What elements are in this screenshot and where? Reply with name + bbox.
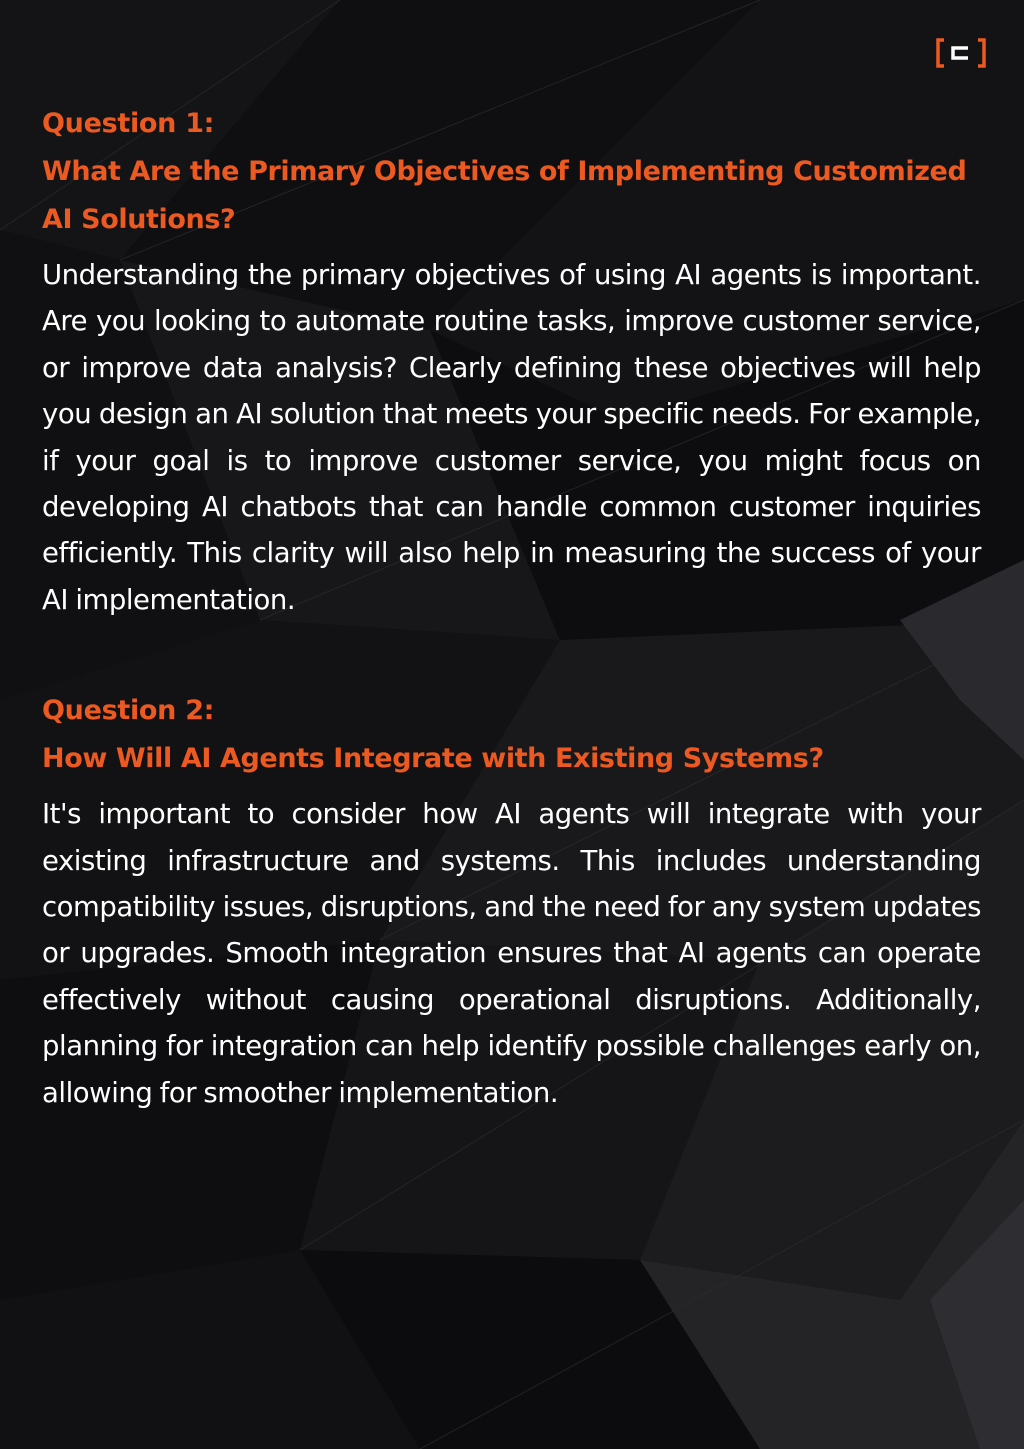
question-2-body: It's important to consider how AI agents will integrate with your existing infrastructure and systems. This includes understanding compatibility issues, disruptions, and the need for any system updates or upgrades. Smooth integration ensures that AI agents can operate effectively without causing operational disruptions. Additionally, planning for integration can help identify possible challenges early on, allowing for smoother implementation. [42, 798, 981, 1109]
brand-logo-icon [936, 38, 986, 68]
question-2-label: Question 2: [42, 695, 215, 727]
question-1-label: Question 1: [42, 108, 215, 139]
question-2-section [42, 687, 981, 1116]
question-1-body: Understanding the primary objectives of using AI agents is important. Are you looking to automate routine tasks, improve customer service, or improve data analysis? Clearly defining these objectives will help you design an AI solution that meets your specific needs. For example, if your goal is to improve customer service, you might focus on developing AI chatbots that can handle common customer inquiries efficiently. This clarity will also help in measuring the success of your AI implementation. [42, 259, 981, 616]
question-1-section [42, 100, 981, 623]
question-1-title: What Are the Primary Objectives of Implementing Customized AI Solutions? [42, 156, 967, 235]
article-content [42, 100, 981, 1116]
question-2-title: How Will AI Agents Integrate with Existing Systems? [42, 743, 824, 775]
